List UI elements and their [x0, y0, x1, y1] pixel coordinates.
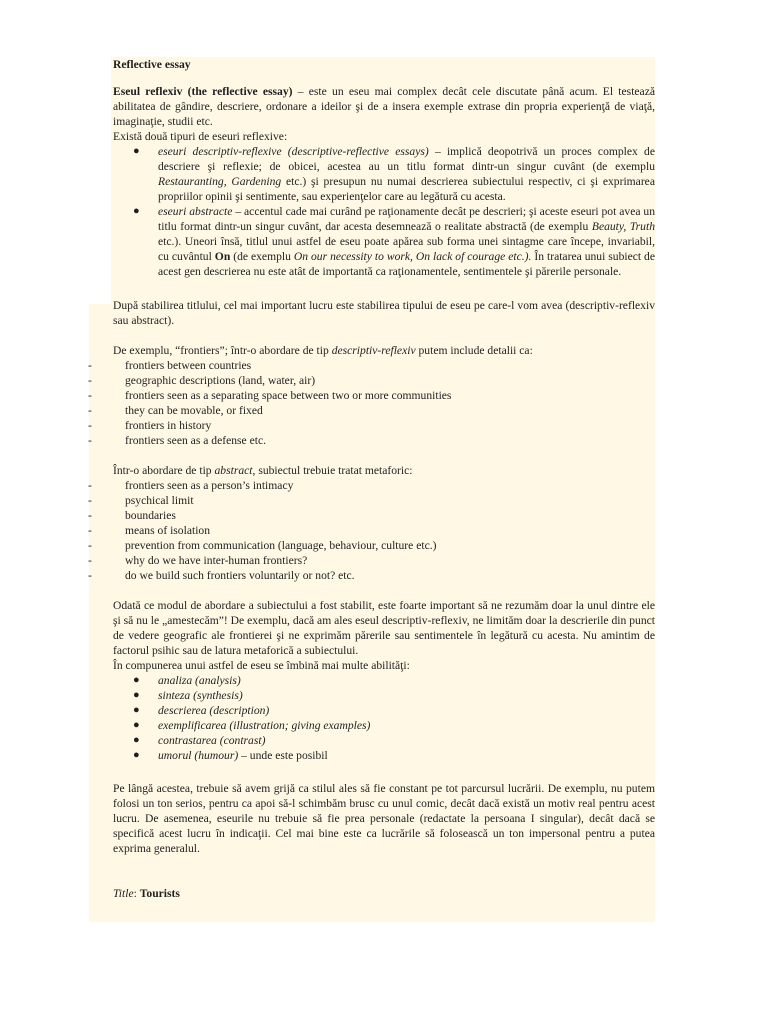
list-item-text: frontiers seen as a defense etc. — [125, 434, 266, 447]
intro-text: – este un eseu mai complex decât cele discutate până acum. El testează abilitatea de gândire, descriere, ordonare a ideilor şi de a insera exemple extrase din propria experienţă de viaţă, imaginaţie, studii etc. — [113, 85, 655, 128]
bullet-icon: ● — [133, 205, 140, 217]
list-item-text: psychical limit — [125, 494, 194, 507]
list-item — [88, 478, 655, 493]
frontiers-intro — [113, 343, 655, 358]
list-item — [113, 688, 655, 703]
descriptive-list — [88, 358, 655, 448]
bullet-icon: ● — [133, 689, 140, 701]
abstract-list — [88, 478, 655, 583]
intro-text: De exemplu, “frontiers”; într-o abordare de tip — [113, 344, 332, 357]
skill-label: descrierea (description) — [158, 704, 270, 717]
type-text: etc.). Uneori însă, titlul unui astfel de eseu poate apărea sub forma unei sintagme care începe, invariabil, cu cuvântul — [158, 235, 655, 263]
dash-icon: - — [88, 494, 92, 507]
bullet-icon: ● — [133, 145, 140, 157]
skill-label: exemplificarea (illustration; giving examples) — [158, 719, 371, 732]
list-item — [88, 493, 655, 508]
list-item — [113, 748, 655, 763]
list-item — [88, 418, 655, 433]
final-title-value: Tourists — [139, 887, 180, 900]
bullet-icon: ● — [133, 704, 140, 716]
list-item-text: means of isolation — [125, 524, 211, 537]
list-item — [88, 568, 655, 583]
list-item-text: geographic descriptions (land, water, air) — [125, 374, 316, 387]
list-item-text: do we build such frontiers voluntarily or not? etc. — [125, 569, 355, 582]
list-item — [113, 718, 655, 733]
dash-icon: - — [88, 524, 92, 537]
list-item — [88, 523, 655, 538]
types-intro: Există două tipuri de eseuri reflexive: — [113, 130, 288, 143]
intro-term: Eseul reflexiv (the reflective essay) — [113, 85, 293, 98]
list-item — [88, 538, 655, 553]
list-item — [113, 733, 655, 748]
dash-icon: - — [88, 554, 92, 567]
bullet-icon: ● — [133, 749, 140, 761]
document-title: Reflective essay — [113, 58, 191, 71]
list-item-text: frontiers seen as a separating space between two or more communities — [125, 389, 452, 402]
type-example: On our necessity to work, On lack of courage etc.). — [293, 250, 532, 263]
dash-icon: - — [88, 419, 92, 432]
list-item — [88, 553, 655, 568]
intro-text: , subiectul trebuie tratat metaforic: — [252, 464, 413, 477]
list-item-text: frontiers between countries — [125, 359, 252, 372]
list-item — [113, 673, 655, 688]
list-item-text: frontiers in history — [125, 419, 212, 432]
type-term: eseuri abstracte — [158, 205, 233, 218]
type-text: etc.) şi presupun nu numai descrierea subiectului respectiv, ci şi exprimarea propriilor opinii şi sentimente, sau experienţelor care au legătură cu acesta. — [158, 175, 655, 203]
document-body — [88, 57, 656, 901]
intro-emphasis: descriptiv-reflexiv — [331, 344, 416, 357]
list-item-text: frontiers seen as a person’s intimacy — [125, 479, 294, 492]
type-example: Beauty, Truth — [591, 220, 655, 233]
dash-icon: - — [88, 359, 92, 372]
skill-label: umorul (humour) — [158, 749, 239, 762]
skill-suffix: – unde este posibil — [238, 749, 328, 762]
bullet-icon: ● — [133, 719, 140, 731]
list-item-text: they can be movable, or fixed — [125, 404, 263, 417]
dash-icon: - — [88, 569, 92, 582]
type-keyword: On — [214, 250, 231, 263]
list-item — [88, 403, 655, 418]
skill-label: analiza (analysis) — [158, 674, 241, 687]
dash-icon: - — [88, 509, 92, 522]
style-paragraph: Pe lângă acestea, trebuie să avem grijă ca stilul ales să fie constant pe tot parcursul lucrării. De exemplu, nu putem folosi un ton serios, pentru ca apoi să-l schimbăm brusc cu unul comic, decât dacă există un motiv real pentru acest lucru. De asemenea, eseurile nu trebuie să fie prea personale (redactate la persoana I singular), decât dacă se specifică acest lucru în indicaţii. Cel mai bine este ca lucrările să folosească un ton impersonal pentru a putea exprima generalul. — [113, 782, 655, 855]
dash-icon: - — [88, 389, 92, 402]
type-text: (de exemplu — [230, 250, 294, 263]
skill-label: sinteza (synthesis) — [158, 689, 243, 702]
mixing-paragraph: Odată ce modul de abordare a subiectului a fost stabilit, este foarte important să ne rezumăm doar la unul dintre ele şi să nu le „amestecăm”! De exemplu, dacă am ales eseul descriptiv-reflexiv, ne limităm doar la descrierile din punct de vedere geografic ale frontierei şi ne exprimăm părerile sau sentimentele în legătură cu acesta. Nu amintim de factorul psihic sau de latura metaforică a subiectului. — [113, 599, 655, 657]
intro-paragraph — [113, 84, 655, 129]
dash-icon: - — [88, 404, 92, 417]
final-title-label: Title — [113, 887, 134, 900]
list-item — [88, 508, 655, 523]
dash-icon: - — [88, 434, 92, 447]
list-item-text: why do we have inter-human frontiers? — [125, 554, 308, 567]
type-example: Restauranting, Gardening — [158, 175, 282, 188]
dash-icon: - — [88, 479, 92, 492]
intro-emphasis: abstract — [214, 464, 253, 477]
type-text: – implică deopotrivă un proces complex de descriere şi reflexie; de obicei, acestea au un titlu format dintr-un singur cuvânt (de exemplu — [158, 145, 655, 173]
list-item — [88, 358, 655, 373]
intro-text: Într-o abordare de tip — [113, 464, 215, 477]
list-item-text: prevention from communication (language, behaviour, culture etc.) — [125, 539, 437, 552]
final-title-separator: : — [133, 887, 140, 900]
type-term: eseuri descriptiv-reflexive (descriptive-reflective essays) — [158, 145, 429, 158]
final-title — [113, 886, 655, 901]
type-text: În tratarea unui subiect de acest gen descrierea nu este atât de importantă ca raţionamentele, sentimentele şi părerile personale. — [158, 250, 656, 278]
dash-icon: - — [88, 539, 92, 552]
type-text: – accentul cade mai curând pe raţionamente decât pe descrieri; şi aceste eseuri pot avea un titlu format dintr-un singur cuvânt, dar acesta desemnează o realitate abstractă (de exemplu — [158, 205, 655, 233]
list-item — [88, 433, 655, 448]
type-item-abstract — [113, 204, 655, 279]
abstract-intro — [113, 463, 655, 478]
skills-intro: În compunerea unui astfel de eseu se îmbină mai multe abilităţi: — [113, 659, 410, 672]
bullet-icon: ● — [133, 734, 140, 746]
bullet-icon: ● — [133, 674, 140, 686]
type-item-descriptive — [113, 144, 655, 204]
skills-list — [113, 673, 655, 763]
list-item-text: boundaries — [125, 509, 176, 522]
after-title-paragraph: După stabilirea titlului, cel mai important lucru este stabilirea tipului de eseu pe care-l vom avea (descriptiv-reflexiv sau abstract). — [113, 299, 655, 327]
list-item — [88, 388, 655, 403]
list-item — [113, 703, 655, 718]
skill-label: contrastarea (contrast) — [158, 734, 266, 747]
intro-text: putem include detalii ca: — [415, 344, 533, 357]
list-item — [88, 373, 655, 388]
dash-icon: - — [88, 374, 92, 387]
